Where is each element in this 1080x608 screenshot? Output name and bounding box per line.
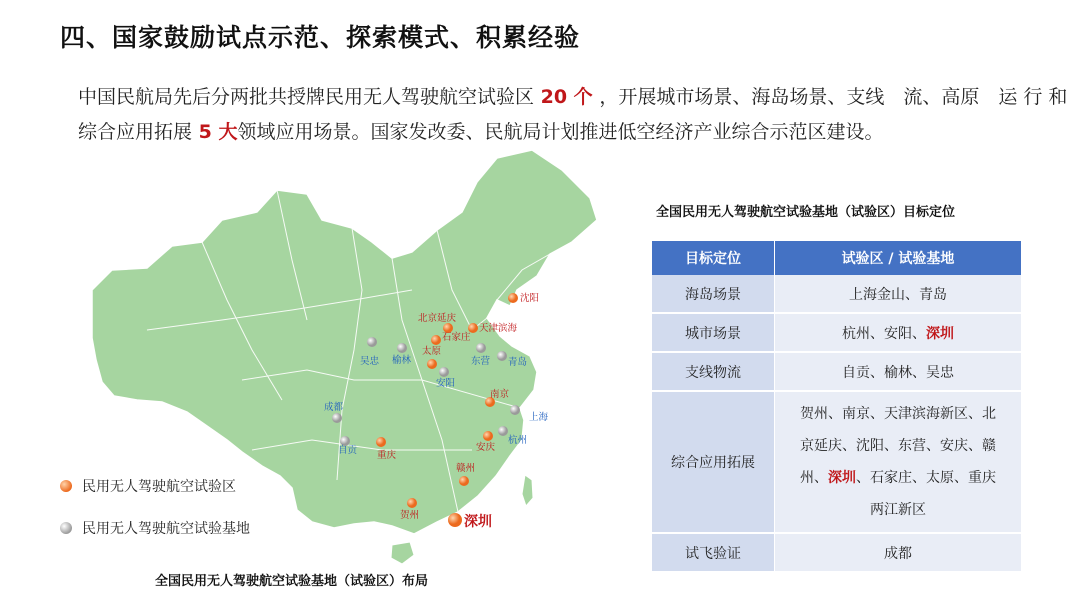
row-goal: 支线物流 xyxy=(652,352,775,391)
label-taiyuan: 太原 xyxy=(422,346,442,357)
legend-base-label: 民用无人驾驶航空试验基地 xyxy=(82,521,250,537)
intro-text-1: 中国民航局先后分两批共授牌民用无人驾驶航空试验区 xyxy=(78,86,535,108)
label-nanjing: 南京 xyxy=(490,389,510,400)
marker-shenyang xyxy=(508,293,518,303)
zones-highlight: 深圳 xyxy=(828,470,856,486)
marker-ganzhou xyxy=(459,476,469,486)
zones-line: 京延庆、沈阳、东营、安庆、赣 xyxy=(800,438,996,454)
map-legend xyxy=(60,476,250,560)
label-anyang: 安阳 xyxy=(436,378,456,389)
zones-line xyxy=(781,462,1015,494)
marker-chengdu xyxy=(332,413,342,423)
marker-anqing xyxy=(483,431,493,441)
marker-wuzhong xyxy=(367,337,377,347)
table-row xyxy=(652,313,1022,352)
label-zigong: 自贡 xyxy=(338,445,358,456)
legend-base xyxy=(60,518,250,538)
marker-hangzhou xyxy=(498,426,508,436)
label-yulin: 榆林 xyxy=(392,355,412,366)
table-row xyxy=(652,391,1022,533)
taiwan-shape xyxy=(522,475,533,506)
label-hangzhou: 杭州 xyxy=(508,435,528,446)
row-zones xyxy=(775,313,1022,352)
hainan-shape xyxy=(391,542,414,564)
label-hezhou: 贺州 xyxy=(400,510,420,521)
goals-table xyxy=(652,241,1022,573)
map-caption: 全国民用无人驾驶航空试验基地（试验区）布局 xyxy=(155,574,429,589)
domain-count: 5 大 xyxy=(192,121,238,143)
label-shijiazhuang: 石家庄 xyxy=(442,332,471,343)
label-tianjin: 天津滨海 xyxy=(479,323,518,334)
label-anqing: 安庆 xyxy=(476,442,496,453)
zones-line: 贺州、南京、天津滨海新区、北 xyxy=(800,406,996,422)
intro-text-2: ，开展城市场景、海岛场景、支线 流、高原 运 行 和综合应用拓展 xyxy=(78,86,1068,143)
label-shanghai: 上海 xyxy=(529,412,549,423)
row-goal: 城市场景 xyxy=(652,313,775,352)
label-qingdao: 青岛 xyxy=(508,357,528,368)
zone-count: 20 个 xyxy=(534,86,600,108)
label-ganzhou: 赣州 xyxy=(456,463,476,474)
marker-qingdao xyxy=(497,351,507,361)
marker-chongqing xyxy=(376,437,386,447)
row-goal: 综合应用拓展 xyxy=(652,391,775,533)
marker-anyang xyxy=(439,367,449,377)
zones-text: 、石家庄、太原、重庆 xyxy=(856,470,996,486)
row-zones xyxy=(775,391,1022,533)
label-shenzhen: 深圳 xyxy=(464,514,492,530)
orange-dot-icon xyxy=(60,480,72,492)
marker-yulin xyxy=(397,343,407,353)
label-shenyang: 沈阳 xyxy=(520,293,540,304)
row-goal: 海岛场景 xyxy=(652,275,775,313)
table-title: 全国民用无人驾驶航空试验基地（试验区）目标定位 xyxy=(656,205,956,220)
label-chongqing: 重庆 xyxy=(377,450,397,461)
marker-dongying xyxy=(476,343,486,353)
intro-paragraph xyxy=(78,80,1068,150)
gray-dot-icon xyxy=(60,522,72,534)
label-dongying: 东营 xyxy=(471,356,491,367)
intro-text-3: 领域应用场景。国家发改委、民航局计划推进低空经济产业综合示范区建设。 xyxy=(237,121,884,143)
row-zones: 上海金山、青岛 xyxy=(775,275,1022,313)
label-beijing-yanqing: 北京延庆 xyxy=(418,313,457,324)
legend-zone-label: 民用无人驾驶航空试验区 xyxy=(82,479,236,495)
marker-shijiazhuang xyxy=(431,335,441,345)
marker-shanghai xyxy=(510,405,520,415)
table-header-row xyxy=(652,241,1022,275)
marker-shenzhen xyxy=(448,513,462,527)
marker-hezhou xyxy=(407,498,417,508)
legend-zone xyxy=(60,476,250,496)
header-zone: 试验区 / 试验基地 xyxy=(775,241,1022,275)
label-wuzhong: 吴忠 xyxy=(360,356,380,367)
row-zones: 成都 xyxy=(775,533,1022,572)
zones-highlight: 深圳 xyxy=(926,325,954,342)
zones-text: 杭州、安阳、 xyxy=(842,325,926,342)
row-zones: 自贡、榆林、吴忠 xyxy=(775,352,1022,391)
row-goal: 试飞验证 xyxy=(652,533,775,572)
table-row xyxy=(652,275,1022,313)
zones-text: 州、 xyxy=(800,470,828,486)
table-row xyxy=(652,533,1022,572)
header-goal: 目标定位 xyxy=(652,241,775,275)
marker-taiyuan xyxy=(427,359,437,369)
label-chengdu: 成都 xyxy=(324,402,344,413)
zones-line: 两江新区 xyxy=(870,502,926,518)
table-row xyxy=(652,352,1022,391)
page-title: 四、国家鼓励试点示范、探索模式、积累经验 xyxy=(60,23,581,52)
